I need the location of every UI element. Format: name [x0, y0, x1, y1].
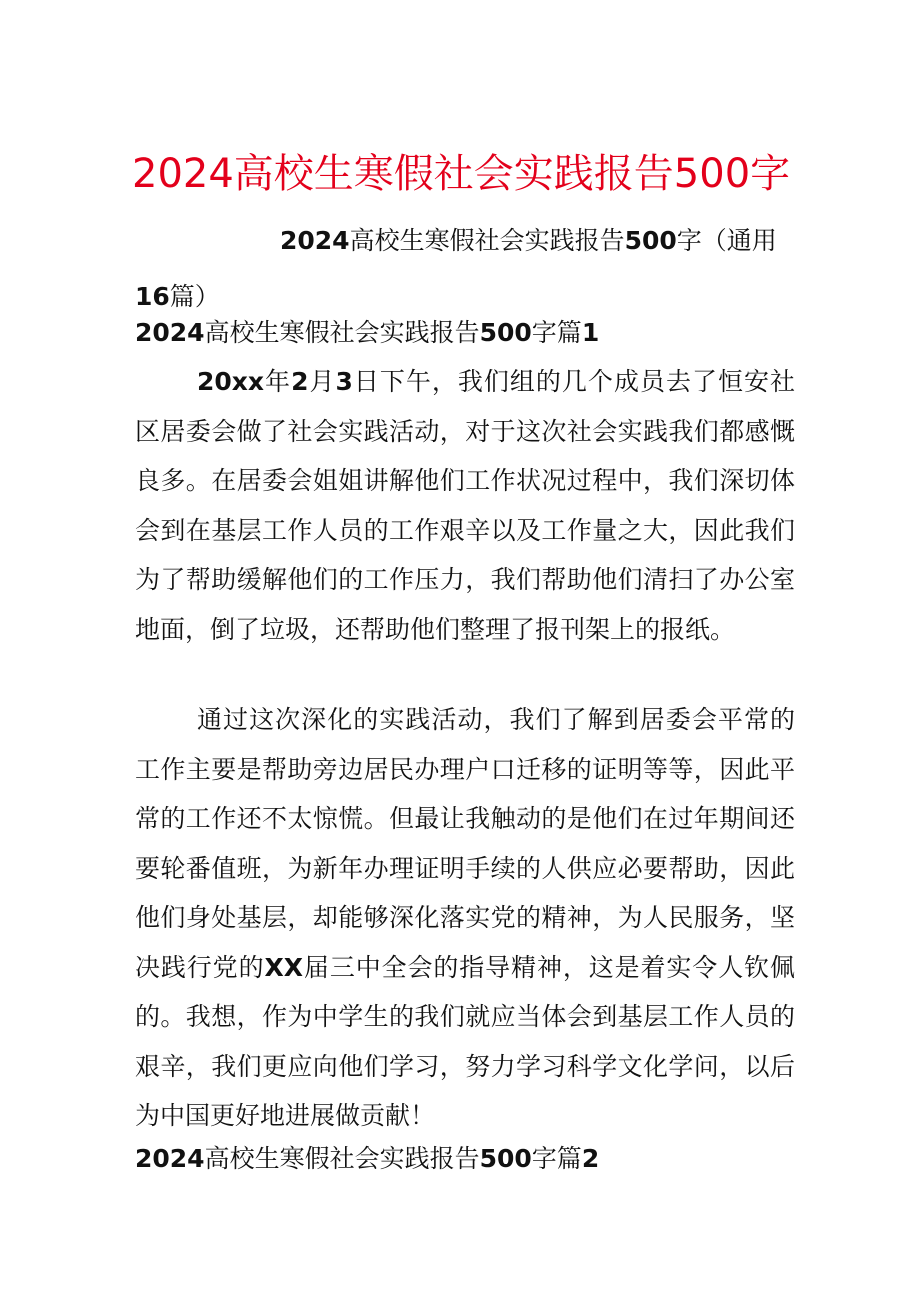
document-subtitle: 2024高校生寒假社会实践报告500字（通用16篇）	[135, 226, 777, 311]
paragraph-2: 通过这次深化的实践活动，我们了解到居委会平常的工作主要是帮助旁边居民办理户口迁移的证明等等，因此平常的工作还不太惊慌。但最让我触动的是他们在过年期间还要轮番值班，为新年办理证明手续的人供应必要帮助，因此他们身处基层，却能够深化落实党的精神，为人民服务，坚决践行党的XX届三中全会的指导精神，这是着实令人钦佩的。我想，作为中学生的我们就应当体会到基层工作人员的艰辛，我们更应向他们学习，努力学习科学文化学问，以后为中国更好地进展做贡献！	[135, 705, 795, 1130]
section-heading-1: 2024高校生寒假社会实践报告500字篇1	[135, 318, 600, 347]
document-title: 2024高校生寒假社会实践报告500字	[132, 151, 791, 197]
paragraph-1: 20xx年2月3日下午，我们组的几个成员去了恒安社区居委会做了社会实践活动，对于这次社会实践我们都感慨良多。在居委会姐姐讲解他们工作状况过程中，我们深切体会到在基层工作人员的工作艰辛以及工作量之大，因此我们为了帮助缓解他们的工作压力，我们帮助他们清扫了办公室地面，倒了垃圾，还帮助他们整理了报刊架上的报纸。	[135, 367, 795, 644]
section-heading-2: 2024高校生寒假社会实践报告500字篇2	[135, 1144, 600, 1173]
